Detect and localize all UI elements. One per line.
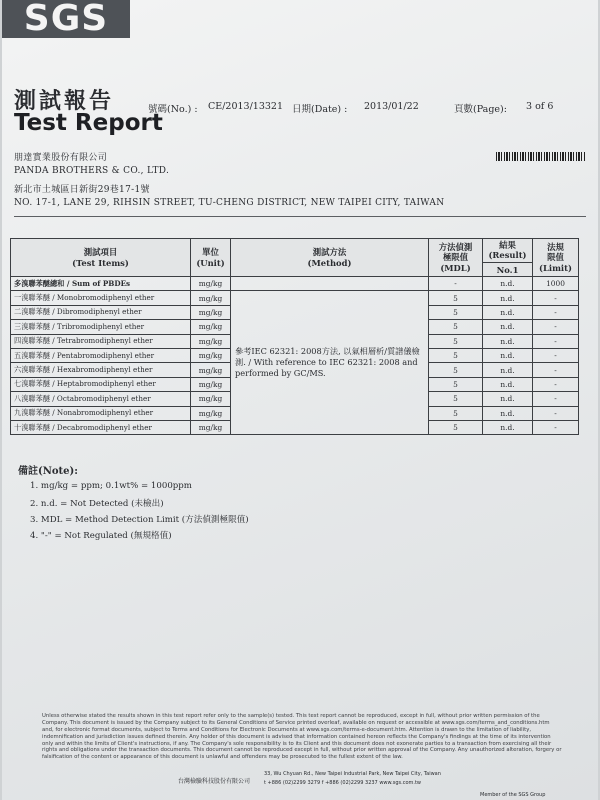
date-label: 日期(Date) : — [292, 104, 348, 115]
unit-cell: mg/kg — [191, 291, 231, 305]
unit-cell: mg/kg — [191, 334, 231, 348]
limit-cell: 1000 — [533, 277, 579, 291]
test-item-cell: 七溴聯苯醚 / Heptabromodiphenyl ether — [11, 377, 191, 391]
report-page — [2, 0, 598, 800]
mdl-cell: 5 — [429, 406, 483, 420]
footer-company-name: 台灣檢驗科技股份有限公司 — [178, 778, 251, 785]
header-method: 測試方法 (Method) — [231, 239, 429, 277]
limit-cell: - — [533, 420, 579, 434]
client-address-en: NO. 17-1, LANE 29, RIHSIN STREET, TU-CHENG DISTRICT, NEW TAIPEI CITY, TAIWAN — [14, 198, 445, 208]
mdl-cell: 5 — [429, 377, 483, 391]
unit-cell: mg/kg — [191, 363, 231, 377]
result-cell: n.d. — [483, 392, 533, 406]
method-cell: 參考IEC 62321: 2008方法, 以氣相層析/質譜儀檢測. / With reference to IEC 62321: 2008 and performed by GC/MS. — [231, 291, 429, 435]
header-result: 結果 (Result) No.1 — [483, 239, 533, 277]
unit-cell: mg/kg — [191, 320, 231, 334]
test-item-cell: 多溴聯苯醚總和 / Sum of PBDEs — [11, 277, 191, 291]
test-item-cell: 九溴聯苯醚 / Nonabromodiphenyl ether — [11, 406, 191, 420]
unit-cell: mg/kg — [191, 348, 231, 362]
header-test-items: 測試項目 (Test Items) — [11, 239, 191, 277]
table-row — [11, 277, 579, 291]
unit-cell: mg/kg — [191, 377, 231, 391]
unit-cell: mg/kg — [191, 406, 231, 420]
result-cell: n.d. — [483, 363, 533, 377]
unit-cell: mg/kg — [191, 392, 231, 406]
divider — [14, 216, 586, 217]
note-item: 3. MDL = Method Detection Limit (方法偵測極限值) — [30, 515, 249, 525]
client-address-zh: 新北市土城區日新街29巷17-1號 — [14, 185, 150, 195]
mdl-cell: 5 — [429, 348, 483, 362]
barcode — [496, 152, 586, 161]
mdl-cell: 5 — [429, 334, 483, 348]
table-row — [11, 291, 579, 305]
table-header-row — [11, 239, 579, 277]
result-cell: n.d. — [483, 320, 533, 334]
notes-title: 備註(Note): — [18, 466, 78, 477]
test-item-cell: 五溴聯苯醚 / Pentabromodiphenyl ether — [11, 348, 191, 362]
sgs-logo: SGS — [2, 0, 130, 38]
report-no-value: CE/2013/13321 — [208, 101, 284, 112]
client-name-en: PANDA BROTHERS & CO., LTD. — [14, 166, 170, 176]
method-cell-empty — [231, 277, 429, 291]
unit-cell: mg/kg — [191, 305, 231, 319]
test-item-cell: 八溴聯苯醚 / Octabromodiphenyl ether — [11, 392, 191, 406]
header-unit: 單位 (Unit) — [191, 239, 231, 277]
mdl-cell: 5 — [429, 420, 483, 434]
limit-cell: - — [533, 406, 579, 420]
limit-cell: - — [533, 377, 579, 391]
limit-cell: - — [533, 291, 579, 305]
footer-address: 33, Wu Chyuan Rd., New Taipei Industrial Park, New Taipei City, Taiwan — [264, 771, 441, 777]
unit-cell: mg/kg — [191, 277, 231, 291]
header-result-no: No.1 — [483, 262, 532, 276]
mdl-cell: - — [429, 277, 483, 291]
page-value: 3 of 6 — [526, 101, 554, 112]
mdl-cell: 5 — [429, 392, 483, 406]
limit-cell: - — [533, 305, 579, 319]
title-en: Test Report — [14, 110, 163, 136]
result-cell: n.d. — [483, 348, 533, 362]
result-cell: n.d. — [483, 420, 533, 434]
test-item-cell: 四溴聯苯醚 / Tetrabromodiphenyl ether — [11, 334, 191, 348]
header-limit: 法規 限值 (Limit) — [533, 239, 579, 277]
result-cell: n.d. — [483, 291, 533, 305]
test-item-cell: 六溴聯苯醚 / Hexabromodiphenyl ether — [11, 363, 191, 377]
test-item-cell: 一溴聯苯醚 / Monobromodiphenyl ether — [11, 291, 191, 305]
limit-cell: - — [533, 334, 579, 348]
result-cell: n.d. — [483, 305, 533, 319]
limit-cell: - — [533, 363, 579, 377]
test-item-cell: 二溴聯苯醚 / Dibromodiphenyl ether — [11, 305, 191, 319]
footer-member: Member of the SGS Group — [480, 792, 546, 798]
result-cell: n.d. — [483, 334, 533, 348]
footer-contact: t +886 (02)2299 3279 f +886 (02)2299 3237 www.sgs.com.tw — [264, 780, 422, 786]
unit-cell: mg/kg — [191, 420, 231, 434]
legal-disclaimer: Unless otherwise stated the results shown in this test report refer only to the sample(s) tested. This test report cannot be reproduced, except in full, without prior written permission of the Company. This document is issued by the Company subject to its General Conditions of Service printed overleaf, available on request or accessible at www.sgs.com/terms_and_conditions.htm and, for electronic format documents, subject to Terms and Conditions for Electronic Documents at www.sgs.com/terms-e-document.htm. Attention is drawn to the limitation of liability, indemnification and jurisdiction issues defined therein. Any holder of this document is advised that information contained hereon reflects the Company's findings at the time of its intervention only and within the limits of Client's instructions, if any. The Company's sole responsibility is to its Client and this document does not exonerate parties to a transaction from exercising all their rights and obligations under the transaction documents. This document cannot be reproduced except in full, without prior written approval of the Company. Any unauthorized alteration, forgery or falsification of the content or appearance of this document is unlawful and offenders may be prosecuted to the fullest extent of the law. — [42, 713, 562, 761]
title-zh: 測試報告 — [14, 89, 115, 114]
mdl-cell: 5 — [429, 291, 483, 305]
mdl-cell: 5 — [429, 320, 483, 334]
test-item-cell: 三溴聯苯醚 / Tribromodiphenyl ether — [11, 320, 191, 334]
mdl-cell: 5 — [429, 305, 483, 319]
result-cell: n.d. — [483, 377, 533, 391]
results-table — [10, 238, 579, 435]
mdl-cell: 5 — [429, 363, 483, 377]
page-label: 頁數(Page): — [454, 104, 507, 115]
note-item: 1. mg/kg = ppm; 0.1wt% = 1000ppm — [30, 481, 192, 491]
client-name-zh: 朋達實業股份有限公司 — [14, 153, 108, 163]
test-item-cell: 十溴聯苯醚 / Decabromodiphenyl ether — [11, 420, 191, 434]
report-no-label: 號碼(No.) : — [148, 104, 198, 115]
limit-cell: - — [533, 392, 579, 406]
limit-cell: - — [533, 348, 579, 362]
header-mdl: 方法偵測 極限值 (MDL) — [429, 239, 483, 277]
limit-cell: - — [533, 320, 579, 334]
note-item: 2. n.d. = Not Detected (未檢出) — [30, 499, 164, 509]
note-item: 4. "-" = Not Regulated (無規格值) — [30, 531, 172, 541]
date-value: 2013/01/22 — [364, 101, 419, 112]
result-cell: n.d. — [483, 406, 533, 420]
result-cell: n.d. — [483, 277, 533, 291]
